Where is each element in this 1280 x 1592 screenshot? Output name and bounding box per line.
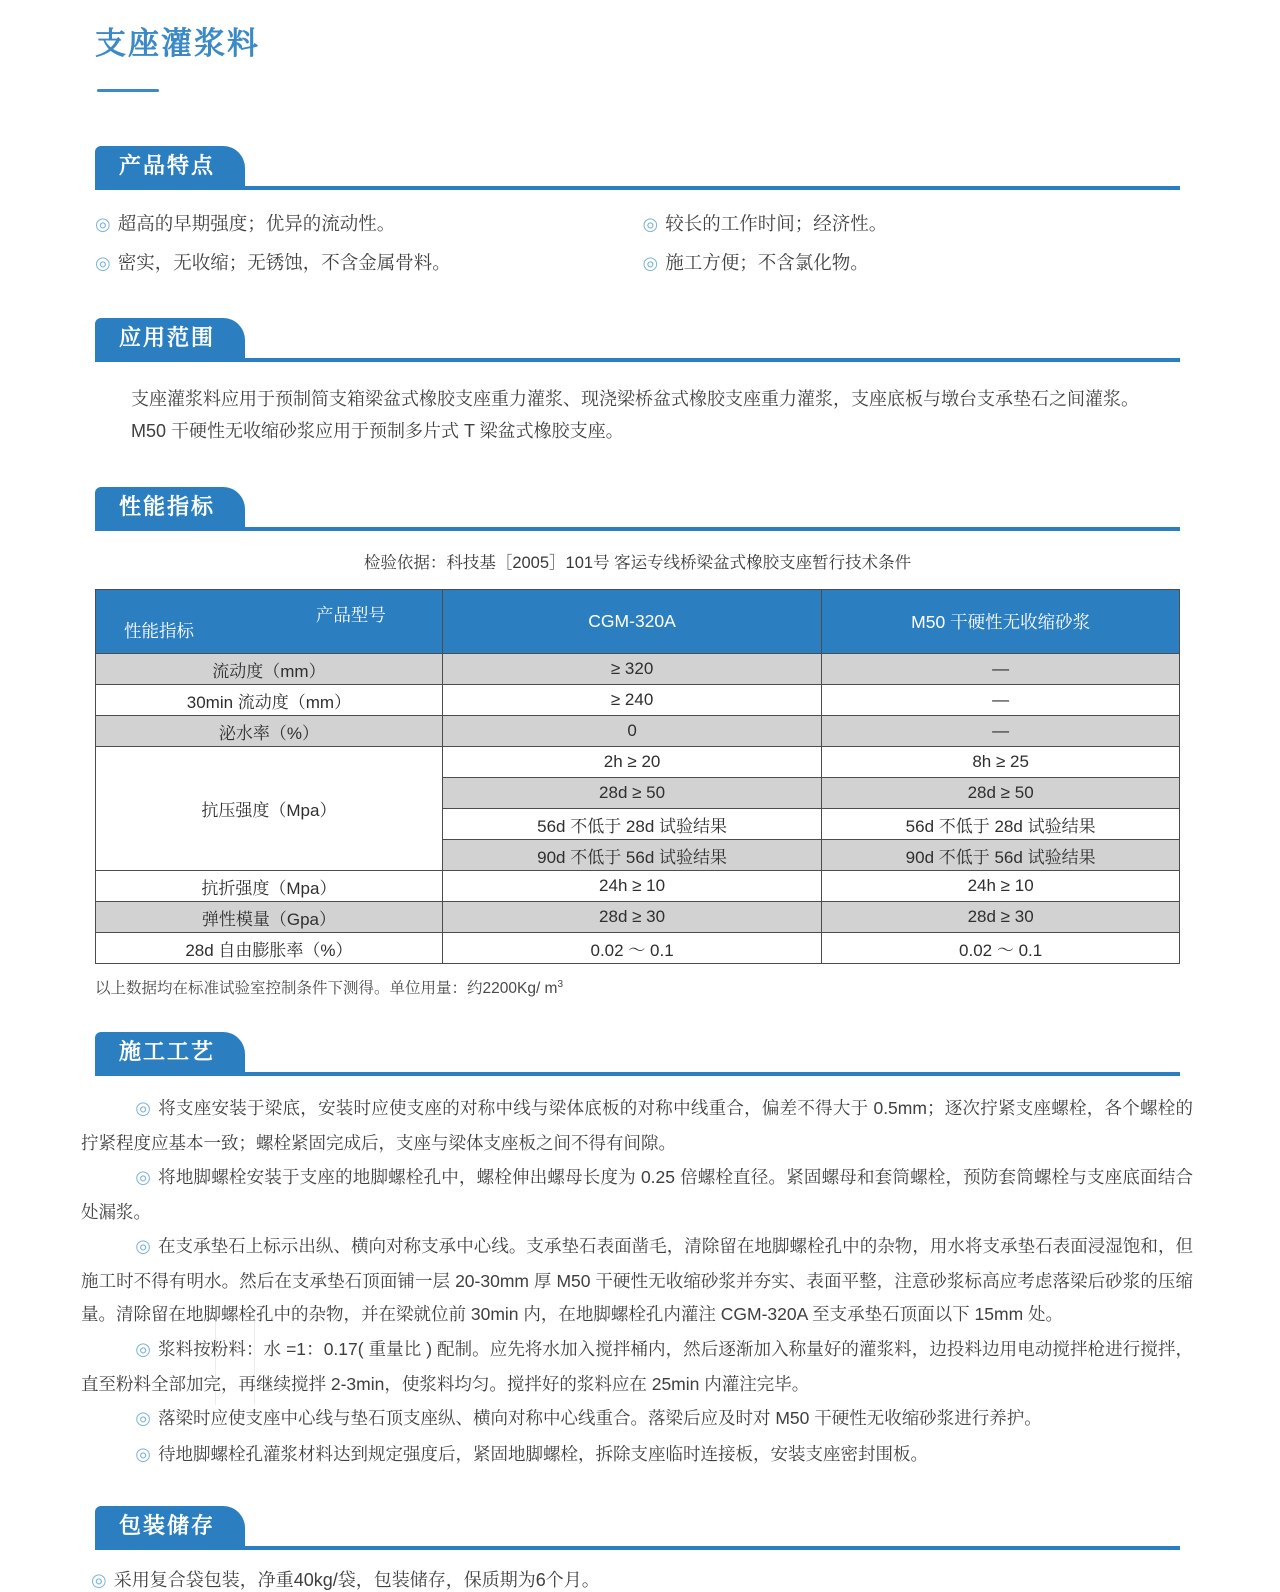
section-application	[95, 318, 1180, 447]
cell-value: —	[822, 654, 1180, 685]
double-circle-bullet-icon: ◎	[95, 214, 111, 235]
section-process	[81, 1032, 1193, 1472]
paragraph-text: 在支承垫石上标示出纵、横向对称支承中心线。支承垫石表面凿毛，清除留在地脚螺栓孔中的杂物，用水将支承垫石表面浸湿饱和，但施工时不得有明水。然后在支承垫石顶面铺一层 20-30mm 厚 M50 干硬性无收缩砂浆并夯实、表面平整，注意砂浆标高应考虑落梁后砂浆的压缩量。清除留在地脚螺栓孔中的杂物，并在梁就位前 30min 内，在地脚螺栓孔内灌注 CGM-320A 至支承垫石顶面以下 15mm 处。	[81, 1236, 1193, 1325]
row-label-compressive-strength: 抗压强度（Mpa）	[96, 747, 443, 871]
double-circle-bullet-icon: ◎	[135, 1167, 152, 1189]
list-item	[643, 249, 1181, 275]
double-circle-bullet-icon: ◎	[95, 253, 111, 274]
packaging-line	[91, 1566, 1180, 1592]
cell-value: —	[822, 685, 1180, 716]
row-label: 流动度（mm）	[96, 654, 443, 685]
table-row	[96, 716, 1180, 747]
section-header-rule	[95, 318, 1180, 362]
paragraph-text: 落梁时应使支座中心线与垫石顶支座纵、横向对称中心线重合。落梁后应及时对 M50 干硬性无收缩砂浆进行养护。	[157, 1408, 1042, 1429]
paragraph	[81, 1092, 1193, 1160]
double-circle-bullet-icon: ◎	[135, 1236, 151, 1258]
paragraph-text: 将地脚螺栓安装于支座的地脚螺栓孔中，螺栓伸出螺母长度为 0.25 倍螺栓直径。紧固螺母和套筒螺栓，预防套筒螺栓与支座底面结合处漏浆。	[81, 1167, 1193, 1222]
cell-value: 0.02 ～ 0.1	[442, 933, 821, 964]
paragraph	[81, 1438, 1193, 1473]
cell-value: 24h ≥ 10	[822, 871, 1180, 902]
cell-value: ≥ 320	[442, 654, 821, 685]
paragraph-text: 将支座安装于梁底，安装时应使支座的对称中线与梁体底板的对称中线重合，偏差不得大于 0.5mm；逐次拧紧支座螺栓，各个螺栓的拧紧程度应基本一致；螺栓紧固完成后，支座与梁体支座板之间不得有间隙。	[81, 1098, 1193, 1153]
section-badge-application: 应用范围	[95, 318, 245, 358]
paragraph	[81, 1333, 1193, 1401]
section-badge-performance: 性能指标	[95, 487, 245, 527]
paragraph-text: 浆料按粉料：水 =1：0.17( 重量比 ) 配制。应先将水加入搅拌桶内，然后逐渐加入称量好的灌浆料，边投料边用电动搅拌枪进行搅拌，直至粉料全部加完，再继续搅拌 2-3min，使浆料均匀。搅拌好的浆料应在 25min 内灌注完毕。	[81, 1339, 1193, 1394]
section-header-rule	[95, 1506, 1180, 1550]
cell-value: 56d 不低于 28d 试验结果	[442, 809, 821, 840]
application-paragraphs	[131, 384, 1180, 447]
test-basis-note: 检验依据：科技基［2005］101号 客运专线桥梁盆式橡胶支座暂行技术条件	[363, 554, 912, 572]
table-row	[96, 747, 1180, 778]
section-features	[95, 146, 1180, 275]
features-list	[95, 210, 1180, 275]
row-label: 28d 自由膨胀率（%）	[96, 933, 443, 964]
feature-text: 超高的早期强度；优异的流动性。	[117, 213, 396, 234]
paragraph	[81, 1230, 1193, 1332]
list-item	[95, 210, 633, 236]
corner-label-performance-index: 性能指标	[124, 621, 194, 641]
paragraph	[81, 1161, 1193, 1229]
packaging-text: 采用复合袋包装，净重40kg/袋，包装储存，保质期为6个月。	[113, 1570, 600, 1591]
double-circle-bullet-icon: ◎	[135, 1098, 152, 1119]
cell-value: 24h ≥ 10	[442, 871, 821, 902]
page-title: 支座灌浆料	[95, 26, 260, 61]
section-badge-packaging: 包装储存	[95, 1506, 245, 1546]
paragraph-text: 待地脚螺栓孔灌浆材料达到规定强度后，紧固地脚螺栓，拆除支座临时连接板，安装支座密封围板。	[157, 1443, 928, 1464]
double-circle-bullet-icon: ◎	[135, 1443, 151, 1465]
feature-text: 密实，无收缩；无锈蚀，不含金属骨料。	[117, 252, 451, 273]
cell-value: —	[822, 716, 1180, 747]
table-row	[96, 871, 1180, 902]
double-circle-bullet-icon: ◎	[135, 1408, 151, 1430]
cell-value: 0.02 ～ 0.1	[822, 933, 1180, 964]
cell-value: 28d ≥ 50	[442, 778, 821, 809]
cell-value: 56d 不低于 28d 试验结果	[822, 809, 1180, 840]
cell-value: ≥ 240	[442, 685, 821, 716]
table-row	[96, 654, 1180, 685]
paragraph: 支座灌浆料应用于预制简支箱梁盆式橡胶支座重力灌浆、现浇梁桥盆式橡胶支座重力灌浆，支座底板与墩台支承垫石之间灌浆。	[131, 389, 1139, 409]
footnote-superscript: 3	[557, 978, 564, 990]
table-footnote	[95, 976, 1180, 998]
paragraph	[81, 1402, 1193, 1437]
title-divider	[97, 89, 159, 92]
list-item	[643, 210, 1181, 236]
table-row	[96, 902, 1180, 933]
feature-text: 施工方便；不含氯化物。	[665, 252, 869, 273]
section-badge-features: 产品特点	[95, 146, 245, 186]
row-label: 抗折强度（Mpa）	[96, 871, 443, 902]
table-row	[96, 933, 1180, 964]
cell-value: 90d 不低于 56d 试验结果	[442, 840, 821, 871]
column-header-m50: M50 干硬性无收缩砂浆	[822, 590, 1180, 654]
process-paragraphs	[81, 1092, 1193, 1472]
corner-label-product-model: 产品型号	[315, 605, 386, 625]
cell-value: 90d 不低于 56d 试验结果	[822, 840, 1180, 871]
double-circle-bullet-icon: ◎	[91, 1570, 107, 1592]
double-circle-bullet-icon: ◎	[135, 1339, 152, 1361]
cell-value: 0	[442, 716, 821, 747]
section-performance	[95, 487, 1180, 998]
performance-table	[95, 589, 1180, 964]
cell-value: 8h ≥ 25	[822, 747, 1180, 778]
section-header-rule	[95, 146, 1180, 190]
list-item	[95, 249, 633, 275]
footnote-text: 以上数据均在标准试验室控制条件下测得。单位用量：约2200Kg/ m	[95, 980, 558, 997]
table-corner-cell	[96, 590, 443, 654]
double-circle-bullet-icon: ◎	[642, 253, 659, 274]
table-row	[96, 685, 1180, 716]
section-packaging	[91, 1506, 1180, 1592]
row-label: 30min 流动度（mm）	[96, 685, 443, 716]
cell-value: 28d ≥ 30	[442, 902, 821, 933]
paragraph: M50 干硬性无收缩砂浆应用于预制多片式 T 梁盆式橡胶支座。	[131, 420, 624, 441]
row-label: 泌水率（%）	[96, 716, 443, 747]
cell-value: 28d ≥ 50	[822, 778, 1180, 809]
cell-value: 28d ≥ 30	[822, 902, 1180, 933]
section-badge-process: 施工工艺	[95, 1032, 245, 1072]
row-label: 弹性模量（Gpa）	[96, 902, 443, 933]
double-circle-bullet-icon: ◎	[642, 214, 659, 235]
feature-text: 较长的工作时间；经济性。	[665, 213, 888, 234]
section-header-rule	[95, 1032, 1180, 1076]
cell-value: 2h ≥ 20	[442, 747, 821, 778]
column-header-cgm320a: CGM-320A	[442, 590, 821, 654]
section-header-rule	[95, 487, 1180, 531]
